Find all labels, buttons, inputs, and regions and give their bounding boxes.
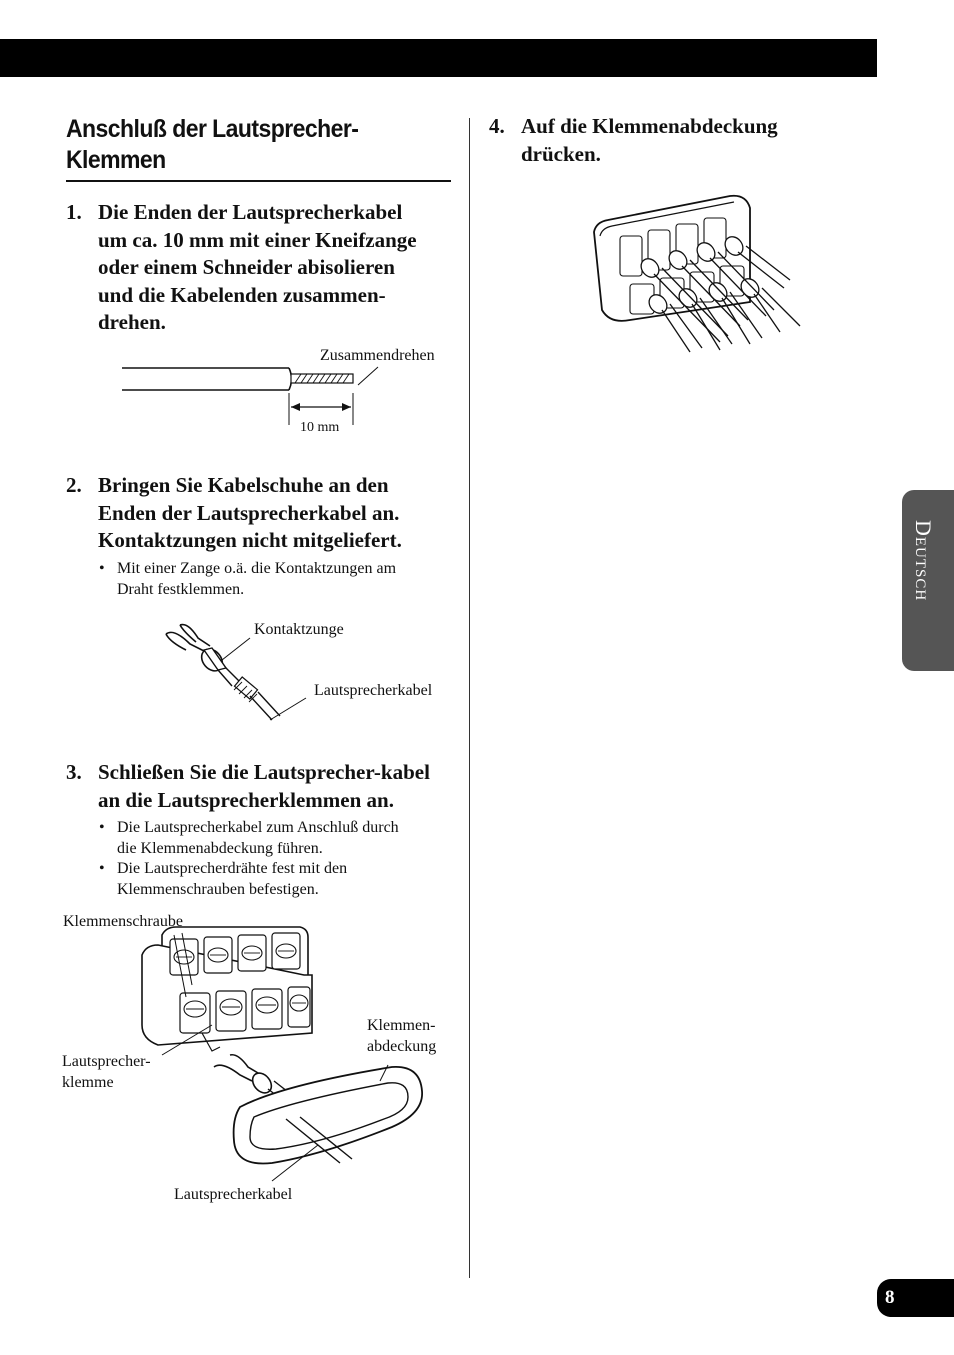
step-1 [66, 199, 451, 339]
bullet-text [117, 818, 399, 859]
terminal-screw-label: Klemmenschraube [63, 913, 183, 930]
step-line: Enden der Lautsprecherkabel an. [98, 500, 400, 525]
step-line: Kontaktzungen nicht mitgeliefert. [98, 528, 402, 552]
step-number: 3. [66, 760, 82, 784]
speaker-cable-bottom-label: Lautsprecherkabel [174, 1186, 293, 1203]
length-label: 10 mm [300, 420, 340, 435]
step-number: 2. [66, 473, 82, 497]
step-number: 4. [489, 114, 505, 138]
step-line: Schließen Sie die Lautsprecher-kabel [98, 760, 430, 784]
bullet-dot: • [99, 860, 105, 877]
step-line: an die Lautsprecherklemmen an. [98, 787, 394, 812]
bullet-item [99, 859, 451, 901]
label-line: klemme [62, 1074, 114, 1091]
step-2 [66, 472, 451, 557]
header-bar [0, 39, 877, 77]
step-line: und die Kabelenden zusammen- [98, 282, 386, 307]
step-number: 1. [66, 200, 82, 224]
bullet-item [99, 559, 451, 601]
bullet-dot: • [99, 560, 105, 577]
terminal-cover-label [367, 1015, 436, 1057]
page-number-badge [877, 1279, 954, 1317]
bullet-text [117, 559, 396, 600]
step-line: Bringen Sie Kabelschuhe an den [98, 473, 389, 497]
column-divider [469, 118, 470, 1278]
bullet-line: Die Lautsprecherdrähte fest mit den [117, 860, 348, 877]
twist-label: Zusammendrehen [320, 347, 435, 364]
label-line: Klemmen- [367, 1017, 436, 1034]
section-title: Anschluß der Lautsprecher-Klemmen [66, 115, 359, 174]
pressed-cover-figure [590, 192, 810, 357]
bullet-line: Klemmenschrauben befestigen. [117, 880, 319, 898]
language-tab-label: Deutsch [911, 520, 936, 602]
label-line: abdeckung [367, 1038, 437, 1055]
bullet-line: Draht festklemmen. [117, 580, 245, 598]
speaker-cable-label: Lautsprecherkabel [314, 682, 433, 699]
step-line: drehen. [98, 310, 166, 334]
step-text [98, 472, 402, 555]
bullet-text [117, 859, 347, 900]
bullet-line: Die Lautsprecherkabel zum Anschluß durch [117, 819, 399, 836]
step-text [98, 759, 430, 814]
label-line: Lautsprecher- [62, 1053, 151, 1070]
bullet-item [99, 818, 451, 860]
step-text [521, 113, 778, 168]
page-number: 8 [885, 1287, 895, 1308]
speaker-terminal-label [62, 1051, 151, 1093]
step-line: oder einem Schneider abisolieren [98, 255, 395, 279]
step-text [98, 199, 417, 337]
step-line: Auf die Klemmenabdeckung [521, 114, 778, 138]
step-4 [489, 113, 869, 171]
bullet-line: die Klemmenabdeckung führen. [117, 839, 323, 857]
step-line: Die Enden der Lautsprecherkabel [98, 200, 403, 224]
contact-tongue-label: Kontaktzunge [254, 621, 344, 638]
step-line: um ca. 10 mm mit einer Kneifzange [98, 227, 417, 252]
language-tab [902, 490, 954, 671]
title-rule [66, 180, 451, 182]
bullet-line: Mit einer Zange o.ä. die Kontaktzungen am [117, 560, 397, 577]
step-line: drücken. [521, 141, 601, 166]
bullet-dot: • [99, 819, 105, 836]
step-3 [66, 759, 461, 817]
